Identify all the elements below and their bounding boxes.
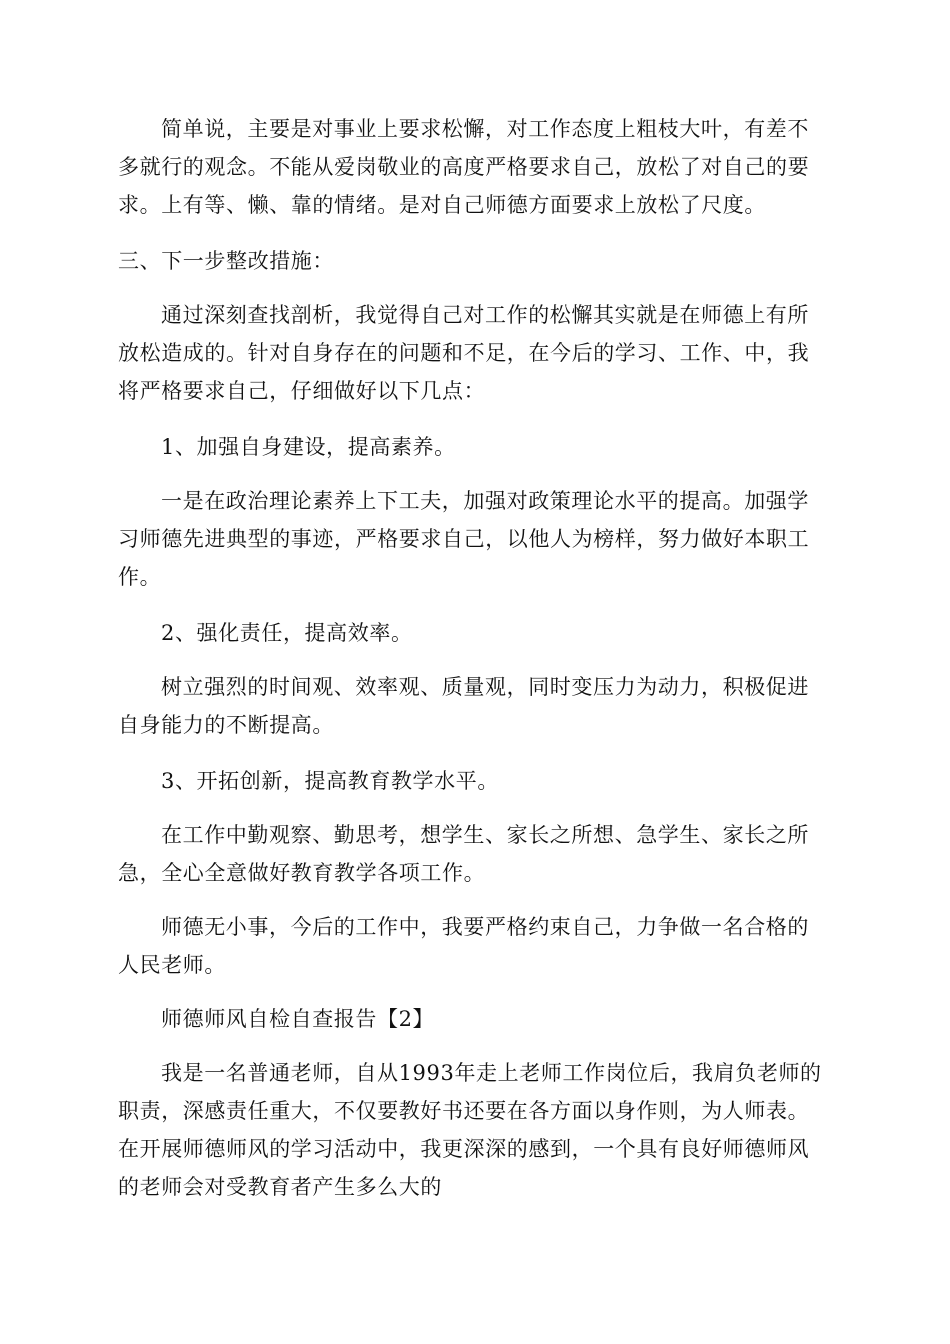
item-heading-1: 1、加强自身建设，提高素养。: [161, 435, 456, 459]
section-heading-3: 三、下一步整改措施：: [118, 249, 334, 273]
paragraph-5: 在工作中勤观察、勤思考，想学生、家长之所想、急学生、家长之所急，全心全意做好教育教学各项工作。: [118, 823, 809, 885]
item-heading-3: 3、开拓创新，提高教育教学水平。: [161, 769, 499, 793]
paragraph-4: 树立强烈的时间观、效率观、质量观，同时变压力为动力，积极促进自身能力的不断提高。: [118, 675, 809, 737]
paragraph-7: 我是一名普通老师，自从1993年走上老师工作岗位后，我肩负老师的职责，深感责任重大，不仅要教好书还要在各方面以身作则，为人师表。在开展师德师风的学习活动中，我更深深的感到，一个具有良好师德师风的老师会对受教育者产生多么大的: [118, 1061, 822, 1199]
paragraph-6: 师德无小事，今后的工作中，我要严格约束自己，力争做一名合格的人民老师。: [118, 915, 809, 977]
paragraph-1: 简单说，主要是对事业上要求松懈，对工作态度上粗枝大叶，有差不多就行的观念。不能从爱岗敬业的高度严格要求自己，放松了对自己的要求。上有等、懒、靠的情绪。是对自己师德方面要求上放松了尺度。: [118, 117, 810, 217]
item-heading-2: 2、强化责任，提高效率。: [161, 621, 413, 645]
paragraph-3: 一是在政治理论素养上下工夫，加强对政策理论水平的提高。加强学习师德先进典型的事迹，严格要求自己，以他人为榜样，努力做好本职工作。: [118, 489, 810, 589]
paragraph-2: 通过深刻查找剖析，我觉得自己对工作的松懈其实就是在师德上有所放松造成的。针对自身存在的问题和不足，在今后的学习、工作、中，我将严格要求自己，仔细做好以下几点：: [118, 303, 810, 403]
report-title: 师德师风自检自查报告【2】: [161, 1007, 435, 1031]
